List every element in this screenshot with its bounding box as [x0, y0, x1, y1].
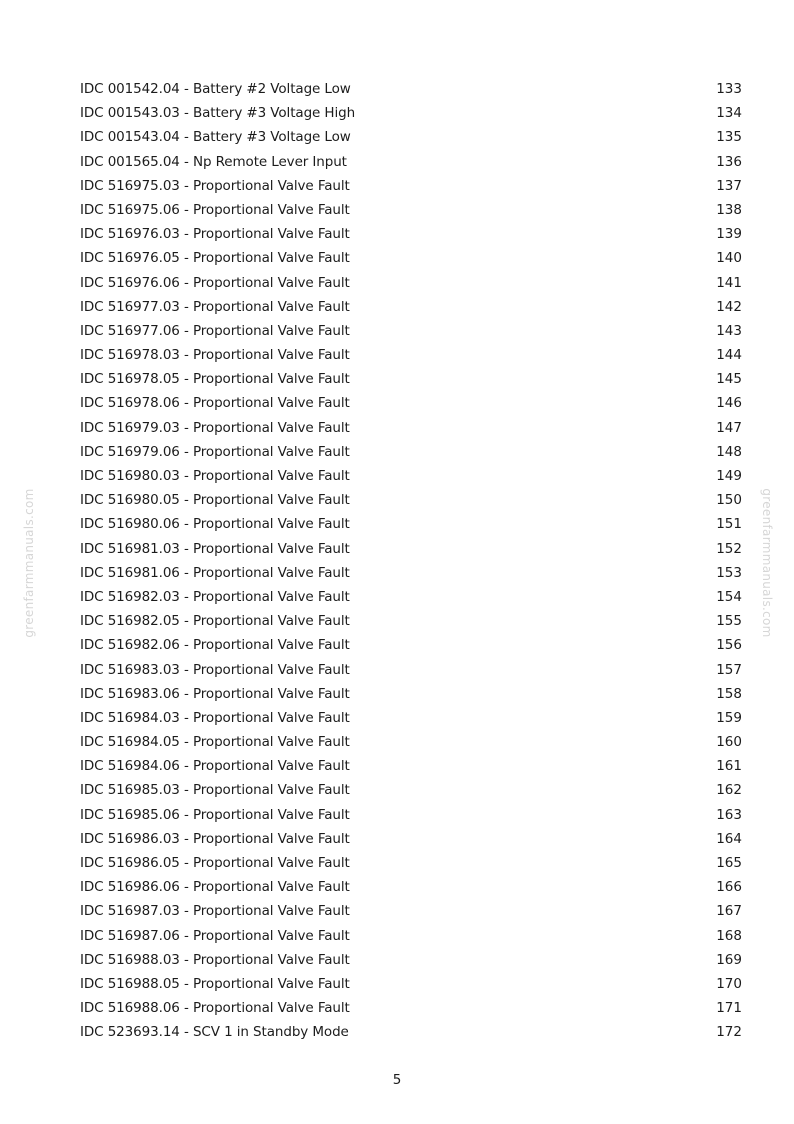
toc-entry-title: IDC 516979.03 - Proportional Valve Fault	[80, 419, 350, 436]
toc-entry-title: IDC 516976.03 - Proportional Valve Fault	[80, 226, 350, 243]
toc-entry-title: IDC 516975.06 - Proportional Valve Fault	[80, 201, 350, 218]
toc-entry[interactable]	[80, 295, 742, 319]
toc-entry-page: 157	[716, 661, 742, 678]
toc-entry-title: IDC 516983.03 - Proportional Valve Fault	[80, 661, 350, 678]
toc-entry[interactable]	[80, 440, 742, 464]
toc-entry-page: 133	[716, 81, 742, 97]
toc-entry[interactable]	[80, 367, 742, 391]
toc-entry-title: IDC 001543.03 - Battery #3 Voltage High	[80, 105, 356, 122]
watermark-left: greenfarmmanuals.com	[22, 488, 36, 638]
toc-entry[interactable]	[80, 924, 742, 948]
toc-entry[interactable]	[80, 488, 742, 512]
toc-entry[interactable]	[80, 754, 742, 778]
toc-entry[interactable]	[80, 875, 742, 899]
toc-entry[interactable]	[80, 391, 742, 415]
toc-entry-title: IDC 516981.06 - Proportional Valve Fault	[80, 564, 350, 581]
toc-entry-page: 166	[716, 879, 742, 896]
toc-entry-page: 171	[716, 1000, 742, 1017]
toc-entry[interactable]	[80, 537, 742, 561]
toc-entry-title: IDC 516981.03 - Proportional Valve Fault	[80, 540, 350, 557]
toc-entry[interactable]	[80, 464, 742, 488]
toc-entry-title: IDC 516978.03 - Proportional Valve Fault	[80, 347, 350, 364]
toc-entry[interactable]	[80, 246, 742, 270]
toc-entry-title: IDC 516984.06 - Proportional Valve Fault	[80, 758, 350, 775]
toc-entry-page: 137	[716, 177, 742, 194]
toc-entry[interactable]	[80, 730, 742, 754]
toc-entry-title: IDC 516987.06 - Proportional Valve Fault	[80, 927, 350, 944]
toc-entry-page: 164	[716, 830, 742, 847]
toc-entry-title: IDC 516988.05 - Proportional Valve Fault	[80, 975, 350, 992]
toc-entry[interactable]	[80, 633, 742, 657]
toc-entry-title: IDC 001543.04 - Battery #3 Voltage Low	[80, 129, 351, 146]
toc-entry[interactable]	[80, 319, 742, 343]
toc-entry-page: 139	[716, 226, 742, 243]
toc-entry-title: IDC 516976.05 - Proportional Valve Fault	[80, 250, 350, 267]
toc-entry[interactable]	[80, 899, 742, 923]
toc-entry[interactable]	[80, 150, 742, 174]
toc-entry-page: 134	[716, 105, 742, 122]
toc-entry-title: IDC 516988.03 - Proportional Valve Fault	[80, 951, 350, 968]
toc-entry-title: IDC 516978.06 - Proportional Valve Fault	[80, 395, 350, 412]
toc-entry[interactable]	[80, 803, 742, 827]
toc-entry-page: 146	[716, 395, 742, 412]
toc-entry-page: 142	[716, 298, 742, 315]
toc-entry-title: IDC 516983.06 - Proportional Valve Fault	[80, 685, 350, 702]
toc-entry-page: 158	[716, 685, 742, 702]
toc-entry[interactable]	[80, 585, 742, 609]
toc-entry-page: 136	[716, 153, 742, 170]
toc-entry-page: 135	[716, 129, 742, 146]
toc-entry-page: 169	[716, 951, 742, 968]
toc-entry[interactable]	[80, 996, 742, 1020]
toc-entry-title: IDC 516979.06 - Proportional Valve Fault	[80, 443, 350, 460]
toc-entry[interactable]	[80, 948, 742, 972]
page-number: 5	[392, 1072, 402, 1088]
toc-entry[interactable]	[80, 827, 742, 851]
toc-entry[interactable]	[80, 972, 742, 996]
toc-entry-page: 144	[716, 347, 742, 364]
toc-entry-title: IDC 516986.05 - Proportional Valve Fault	[80, 855, 350, 871]
toc-entry[interactable]	[80, 416, 742, 440]
toc-entry-title: IDC 516984.03 - Proportional Valve Fault	[80, 709, 350, 726]
toc-entry-page: 145	[716, 371, 742, 388]
toc-entry-title: IDC 516980.05 - Proportional Valve Fault	[80, 492, 350, 509]
watermark-right: greenfarmmanuals.com	[760, 488, 774, 638]
toc-entry-page: 152	[716, 540, 742, 557]
toc-entry-title: IDC 516977.03 - Proportional Valve Fault	[80, 298, 350, 315]
toc-entry-title: IDC 516986.03 - Proportional Valve Fault	[80, 830, 350, 847]
toc-entry-page: 140	[716, 250, 742, 267]
toc-entry-page: 155	[716, 613, 742, 630]
toc-entry-page: 138	[716, 201, 742, 218]
toc-entry-page: 165	[716, 855, 742, 871]
toc-entry-page: 156	[716, 637, 742, 654]
toc-entry-title: IDC 516978.05 - Proportional Valve Fault	[80, 371, 350, 388]
toc-entry-title: IDC 516976.06 - Proportional Valve Fault	[80, 274, 350, 291]
toc-entry-title: IDC 516986.06 - Proportional Valve Fault	[80, 879, 350, 896]
toc-entry-page: 168	[716, 927, 742, 944]
toc-entry-title: IDC 516987.03 - Proportional Valve Fault	[80, 903, 350, 920]
toc-entry-page: 153	[716, 564, 742, 581]
toc-entry[interactable]	[80, 222, 742, 246]
toc-entry[interactable]	[80, 77, 742, 101]
toc-entry[interactable]	[80, 101, 742, 125]
toc-entry-page: 162	[716, 782, 742, 799]
table-of-contents	[80, 77, 742, 1045]
toc-entry-title: IDC 516982.06 - Proportional Valve Fault	[80, 637, 350, 654]
toc-entry[interactable]	[80, 271, 742, 295]
toc-entry[interactable]	[80, 658, 742, 682]
toc-entry[interactable]	[80, 561, 742, 585]
toc-entry-page: 149	[716, 468, 742, 484]
toc-entry-page: 167	[716, 903, 742, 920]
toc-entry-page: 147	[716, 419, 742, 436]
toc-entry-page: 172	[716, 1024, 742, 1041]
toc-entry-title: IDC 516977.06 - Proportional Valve Fault	[80, 322, 350, 339]
toc-entry[interactable]	[80, 174, 742, 198]
toc-entry-title: IDC 516982.05 - Proportional Valve Fault	[80, 613, 350, 630]
toc-entry-title: IDC 516984.05 - Proportional Valve Fault	[80, 734, 350, 751]
toc-entry-page: 159	[716, 709, 742, 726]
toc-entry-title: IDC 516985.06 - Proportional Valve Fault	[80, 806, 350, 823]
toc-entry-title: IDC 001565.04 - Np Remote Lever Input	[80, 153, 347, 170]
toc-entry-title: IDC 516985.03 - Proportional Valve Fault	[80, 782, 350, 799]
toc-entry[interactable]	[80, 198, 742, 222]
toc-entry-page: 148	[716, 443, 742, 460]
toc-entry[interactable]	[80, 706, 742, 730]
toc-entry-page: 141	[716, 274, 742, 291]
toc-entry[interactable]	[80, 851, 742, 875]
toc-entry-title: IDC 523693.14 - SCV 1 in Standby Mode	[80, 1024, 349, 1041]
toc-entry[interactable]	[80, 512, 742, 536]
toc-entry[interactable]	[80, 125, 742, 149]
toc-entry[interactable]	[80, 778, 742, 802]
toc-entry-page: 143	[716, 322, 742, 339]
toc-entry-title: IDC 516980.03 - Proportional Valve Fault	[80, 468, 350, 484]
toc-entry-page: 151	[716, 516, 742, 533]
toc-entry-page: 163	[716, 806, 742, 823]
toc-entry-page: 170	[716, 975, 742, 992]
toc-entry-title: IDC 516988.06 - Proportional Valve Fault	[80, 1000, 350, 1017]
toc-entry-page: 160	[716, 734, 742, 751]
toc-entry-title: IDC 516980.06 - Proportional Valve Fault	[80, 516, 350, 533]
toc-entry[interactable]	[80, 343, 742, 367]
toc-entry-title: IDC 516975.03 - Proportional Valve Fault	[80, 177, 350, 194]
toc-entry[interactable]	[80, 1020, 742, 1044]
toc-entry[interactable]	[80, 682, 742, 706]
toc-entry-title: IDC 001542.04 - Battery #2 Voltage Low	[80, 81, 351, 97]
toc-entry-page: 161	[716, 758, 742, 775]
toc-entry-page: 154	[716, 588, 742, 605]
toc-entry-title: IDC 516982.03 - Proportional Valve Fault	[80, 588, 350, 605]
toc-entry[interactable]	[80, 609, 742, 633]
toc-entry-page: 150	[716, 492, 742, 509]
